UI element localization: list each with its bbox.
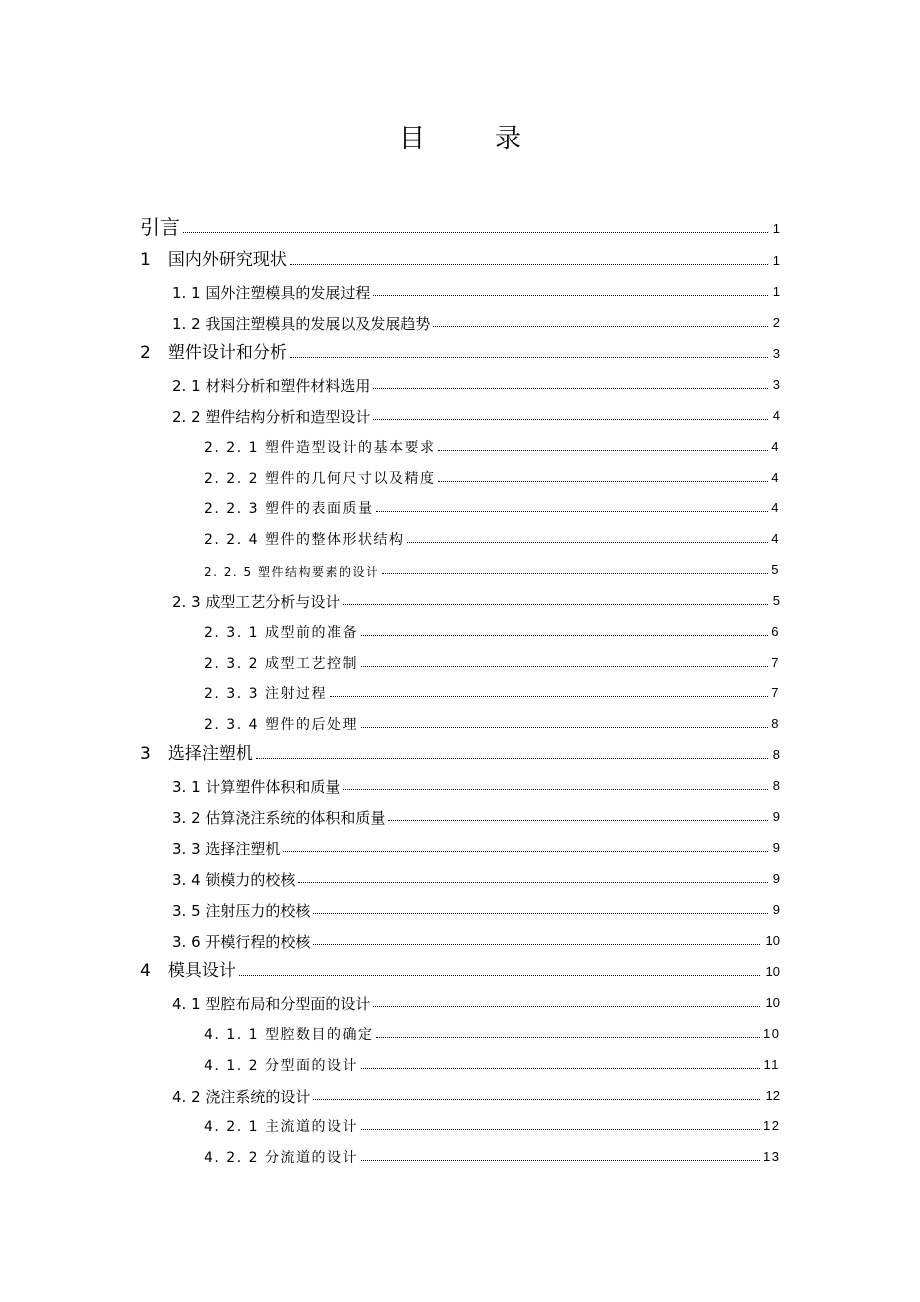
leader-dots <box>373 294 768 296</box>
toc-entry-label: 3. 1 计算塑件体积和质量 <box>172 777 341 796</box>
leader-dots <box>433 325 768 327</box>
toc-entry-page: 13 <box>763 1148 781 1164</box>
toc-entry-label: 1 国内外研究现状 <box>140 250 287 271</box>
toc-entry-page: 10 <box>765 994 780 1010</box>
page-title: 目 录 <box>398 124 543 154</box>
toc-entry-page: 5 <box>772 592 780 608</box>
toc-entry-page: 11 <box>763 1056 780 1072</box>
toc-entry-label: 2. 3 成型工艺分析与设计 <box>172 592 341 611</box>
toc-entry-label: 2. 2. 5 塑件结构要素的设计 <box>204 564 380 579</box>
toc-entry-page: 1 <box>772 283 780 299</box>
toc-entry[interactable] <box>140 335 780 363</box>
leader-dots <box>343 788 768 790</box>
toc-entry-label: 2. 2. 1 塑件造型设计的基本要求 <box>204 439 436 456</box>
toc-entry[interactable] <box>140 953 780 981</box>
toc-entry-label: 2. 3. 3 注射过程 <box>204 685 327 702</box>
toc-entry[interactable] <box>140 210 780 238</box>
toc-entry-label: 3. 4 锁模力的校核 <box>172 870 296 889</box>
toc-entry-label: 2. 2. 2 塑件的几何尺寸以及精度 <box>204 470 436 487</box>
toc-entry-label: 3. 2 估算浇注系统的体积和质量 <box>172 808 386 827</box>
leader-dots <box>313 943 760 945</box>
toc-entry[interactable] <box>204 428 780 456</box>
toc-entry-label: 4 模具设计 <box>140 961 236 982</box>
toc-entry-label: 3. 3 选择注塑机 <box>172 839 281 858</box>
toc-entry-page: 9 <box>772 808 780 824</box>
leader-dots <box>330 695 768 697</box>
leader-dots <box>373 387 768 389</box>
toc-entry-label: 2. 1 材料分析和塑件材料选用 <box>172 376 371 395</box>
leader-dots <box>239 974 760 976</box>
leader-dots <box>343 603 768 605</box>
toc-entry-page: 8 <box>772 777 780 793</box>
leader-dots <box>438 449 768 451</box>
leader-dots <box>290 263 768 265</box>
leader-dots <box>382 572 768 574</box>
leader-dots <box>376 1036 760 1038</box>
toc-entry[interactable] <box>204 459 780 487</box>
toc-entry[interactable] <box>172 767 780 795</box>
toc-entry-label: 引言 <box>140 215 180 239</box>
leader-dots <box>388 819 768 821</box>
toc-entry-page: 1 <box>772 220 780 236</box>
toc-entry-label: 3 选择注塑机 <box>140 744 253 765</box>
toc-entry[interactable] <box>172 273 780 301</box>
toc-entry-label: 4. 2 浇注系统的设计 <box>172 1087 311 1106</box>
leader-dots <box>361 1128 760 1130</box>
toc-entry-page: 8 <box>772 746 780 762</box>
toc-entry-page: 4 <box>771 469 780 485</box>
leader-dots <box>361 1067 760 1069</box>
toc-entry-page: 9 <box>772 901 780 917</box>
toc-entry-label: 2 塑件设计和分析 <box>140 343 287 364</box>
leader-dots <box>361 634 768 636</box>
leader-dots <box>361 726 768 728</box>
leader-dots <box>361 1159 760 1161</box>
toc-entry-page: 12 <box>763 1117 781 1133</box>
toc-entry[interactable] <box>172 829 780 857</box>
toc-entry[interactable] <box>172 366 780 394</box>
toc-entry-page: 4 <box>771 499 780 515</box>
toc-entry[interactable] <box>172 582 780 610</box>
leader-dots <box>373 1005 760 1007</box>
toc-entry[interactable] <box>172 1077 780 1105</box>
toc-entry[interactable] <box>204 520 780 548</box>
toc-entry[interactable] <box>204 613 780 641</box>
toc-entry[interactable] <box>172 304 780 332</box>
toc-entry[interactable] <box>204 1138 780 1166</box>
toc-entry-label: 2. 3. 2 成型工艺控制 <box>204 655 358 672</box>
toc-entry-label: 1. 1 国外注塑模具的发展过程 <box>172 283 371 302</box>
toc-entry-label: 4. 1 型腔布局和分型面的设计 <box>172 994 371 1013</box>
toc-entry[interactable] <box>204 674 780 702</box>
leader-dots <box>313 1098 760 1100</box>
toc-entry[interactable] <box>204 1046 780 1074</box>
leader-dots <box>256 757 768 759</box>
toc-entry[interactable] <box>140 242 780 270</box>
leader-dots <box>313 912 768 914</box>
toc-entry-page: 7 <box>771 684 780 700</box>
toc-entry[interactable] <box>204 705 780 733</box>
leader-dots <box>290 356 768 358</box>
leader-dots <box>183 231 768 233</box>
toc-entry[interactable] <box>204 1107 780 1135</box>
toc-entry-page: 3 <box>772 376 780 392</box>
toc-entry[interactable] <box>172 798 780 826</box>
toc-entry-label: 4. 2. 1 主流道的设计 <box>204 1118 358 1135</box>
toc-entry-label: 4. 1. 1 型腔数目的确定 <box>204 1026 374 1043</box>
toc-entry[interactable] <box>204 1015 780 1043</box>
leader-dots <box>376 510 768 512</box>
leader-dots <box>373 418 768 420</box>
toc-entry[interactable] <box>204 489 780 517</box>
leader-dots <box>407 541 768 543</box>
toc-entry[interactable] <box>172 922 780 950</box>
toc-entry[interactable] <box>172 984 780 1012</box>
toc-entry-page: 10 <box>765 932 780 948</box>
toc-entry-label: 2. 2. 3 塑件的表面质量 <box>204 500 374 517</box>
toc-entry-page: 8 <box>771 715 780 731</box>
toc-entry-page: 9 <box>772 870 780 886</box>
toc-entry-label: 2. 2. 4 塑件的整体形状结构 <box>204 531 405 548</box>
toc-entry-page: 3 <box>772 345 780 361</box>
toc-entry[interactable] <box>140 736 780 764</box>
toc-entry-label: 1. 2 我国注塑模具的发展以及发展趋势 <box>172 314 431 333</box>
toc-entry[interactable] <box>172 891 780 919</box>
toc-entry[interactable] <box>204 551 780 579</box>
toc-entry-page: 2 <box>772 314 780 330</box>
toc-entry-page: 6 <box>771 623 780 639</box>
toc-entry-page: 1 <box>772 252 780 268</box>
toc-entry-page: 5 <box>771 561 780 577</box>
toc-entry-label: 4. 2. 2 分流道的设计 <box>204 1149 358 1166</box>
toc-entry-page: 10 <box>763 1025 781 1041</box>
toc-entry-label: 4. 1. 2 分型面的设计 <box>204 1057 358 1074</box>
toc-entry-page: 4 <box>771 438 780 454</box>
toc-entry-page: 10 <box>765 963 780 979</box>
leader-dots <box>283 850 768 852</box>
leader-dots <box>438 480 768 482</box>
leader-dots <box>298 881 768 883</box>
toc-entry-page: 12 <box>765 1087 780 1103</box>
toc-entry-label: 2. 3. 1 成型前的准备 <box>204 624 358 641</box>
toc-entry-page: 4 <box>771 530 780 546</box>
toc-entry-label: 3. 5 注射压力的校核 <box>172 901 311 920</box>
toc-entry[interactable] <box>172 397 780 425</box>
toc-entry-page: 7 <box>771 654 780 670</box>
toc-entry-label: 3. 6 开模行程的校核 <box>172 932 311 951</box>
toc-entry-page: 4 <box>772 407 780 423</box>
toc-entry-page: 9 <box>772 839 780 855</box>
toc-entry[interactable] <box>204 644 780 672</box>
toc-entry[interactable] <box>172 860 780 888</box>
leader-dots <box>361 665 768 667</box>
toc-entry-label: 2. 3. 4 塑件的后处理 <box>204 716 358 733</box>
toc-entry-label: 2. 2 塑件结构分析和造型设计 <box>172 407 371 426</box>
